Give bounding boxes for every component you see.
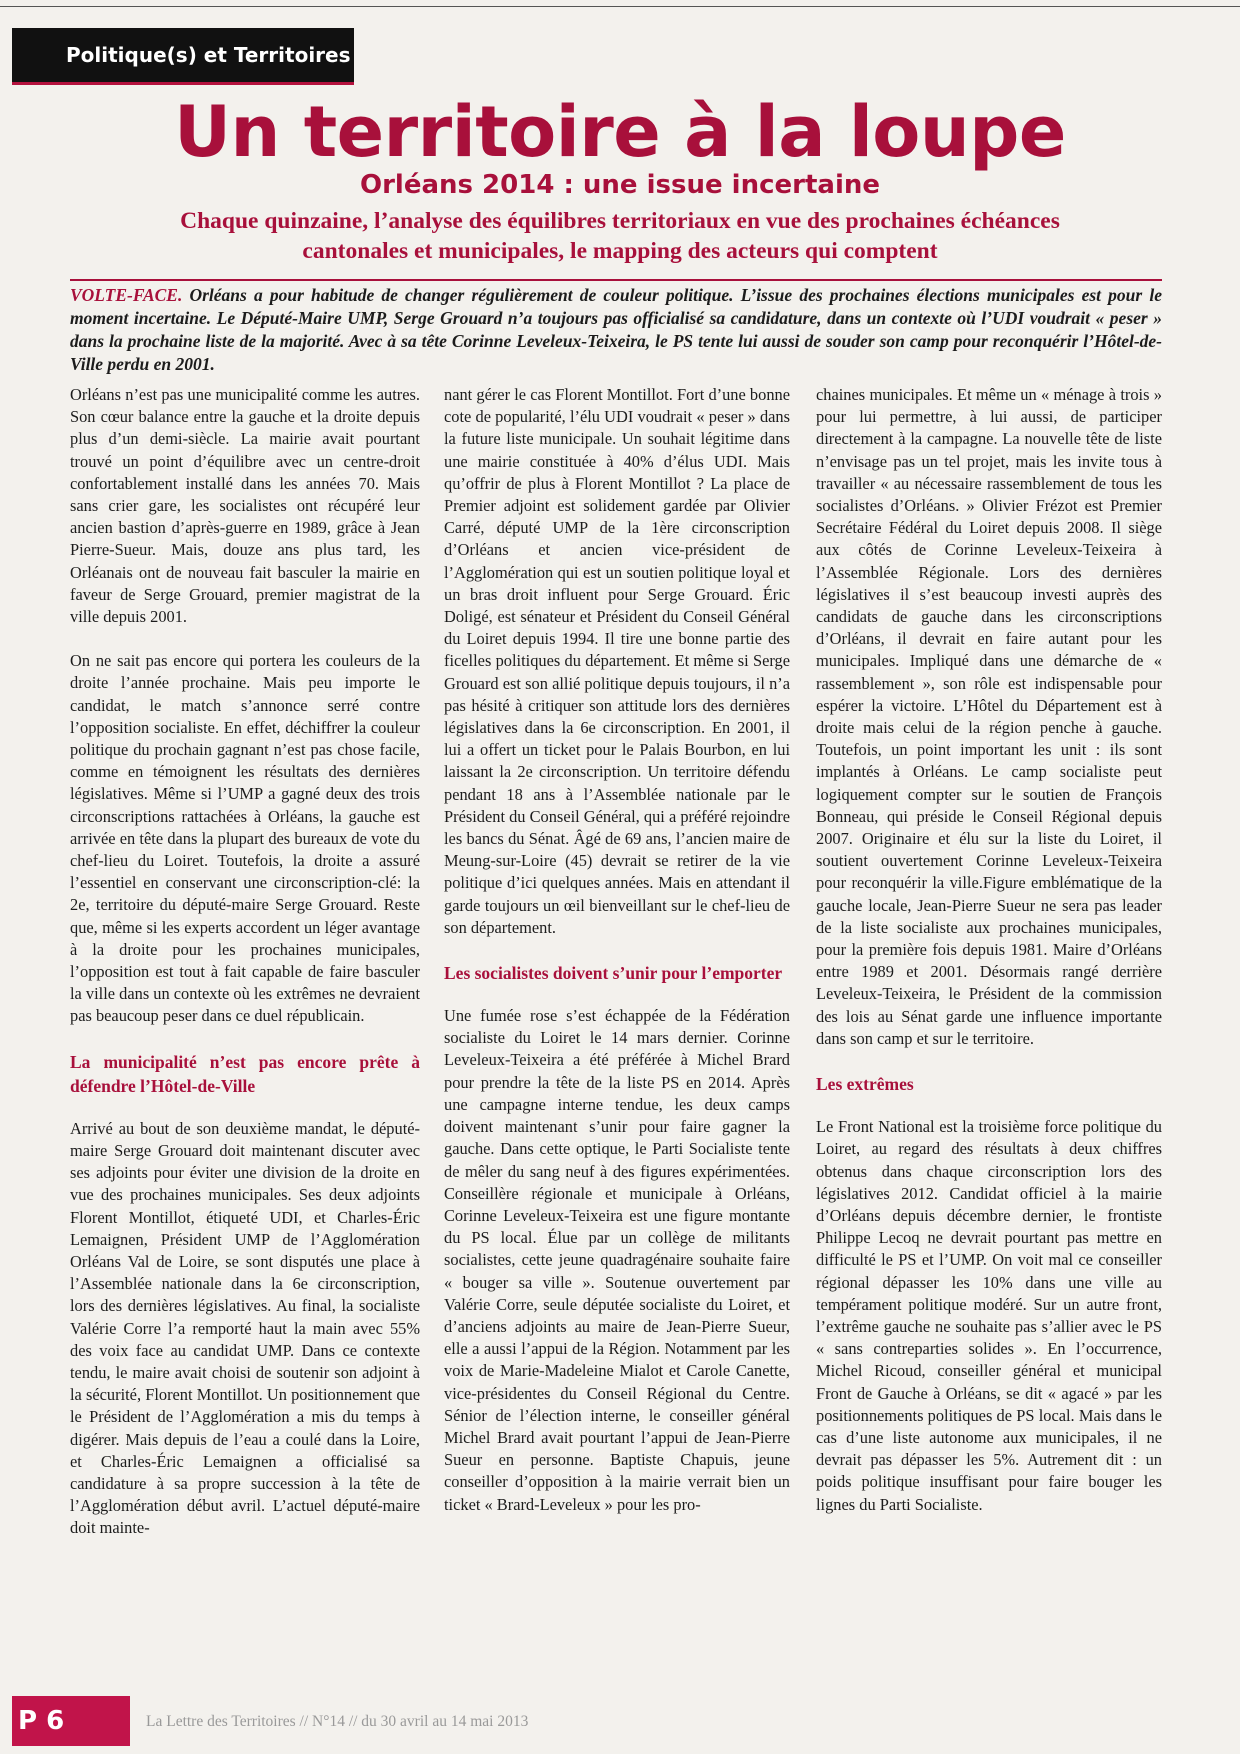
lead-kicker: VOLTE-FACE. <box>70 285 183 305</box>
body-paragraph: nant gérer le cas Florent Montillot. Fort d’une bonne cote de popularité, l’élu UDI voudrait « peser » dans la future liste municipale. Un souhait légitime dans une mairie constituée à 40% d’élus UDI. Mais qu’offrir de plus à Florent Montillot ? La place de Premier adjoint est solidement gardée par Olivier Carré, député UMP de la 1ère circonscription d’Orléans et ancien vice-président de l’Agglomération qui est un soutien politique loyal et un bras droit influent pour Serge Grouard. Éric Doligé, est sénateur et Président du Conseil Général du Loiret depuis 1994. Il tire une bonne partie des ficelles politiques du département. Et même si Serge Grouard est son allié politique depuis toujours, il n’a pas hésité à critiquer son attitude lors des dernières législatives dans la 6e circonscription. En 2001, il lui a offert un ticket pour le Palais Bourbon, en lui laissant la 2e circonscription. Un territoire défendu pendant 18 ans à l’Assemblée nationale par le Président du Conseil Général, qui a préféré rejoindre les bancs du Sénat. Âgé de 69 ans, l’ancien maire de Meung-sur-Loire (45) devrait se retirer de la vie politique d’ici quelques années. Mais en attendant il garde toujours un œil bienveillant sur le chef-lieu de son département. <box>444 385 790 937</box>
section-heading: Les socialistes doivent s’unir pour l’emporter <box>444 963 783 984</box>
section-rubric: Politique(s) et Territoires <box>12 28 354 82</box>
footer-publication: La Lettre des Territoires // N°14 // du 30 avril au 14 mai 2013 <box>146 1713 529 1730</box>
rubric-underline <box>12 82 354 85</box>
column-3 <box>816 384 1162 1538</box>
section-heading: La municipalité n’est pas encore prête à défendre l’Hôtel-de-Ville <box>70 1051 420 1096</box>
column-2 <box>444 384 790 1538</box>
lead-rule <box>70 279 1162 281</box>
body-paragraph: chaines municipales. Et même un « ménage à trois » pour lui permettre, à lui aussi, de participer directement à la campagne. La nouvelle tête de liste n’envisage pas un tel projet, mais les invite tous à travailler « au nécessaire rassemblement de tous les socialistes d’Orléans. » Olivier Frézot est Premier Secrétaire Fédéral du Loiret depuis 2008. Il siège aux côtés de Corinne Leveleux-Teixeira à l’Assemblée Régionale. Lors des dernières législatives il s’est beaucoup investi auprès des candidats de gauche dans les circonscriptions d’Orléans, il devrait en faire autant pour les municipales. Impliqué dans une démarche de « rassemblement », son rôle est indispensable pour espérer la victoire. L’Hôtel du Département est à droite mais celui de la région penche à gauche. Toutefois, un point important les unit : ils sont implantés à Orléans. Le camp socialiste peut logiquement compter sur le soutien de François Bonneau, qui préside le Conseil Régional depuis 2007. Originaire et élu sur la liste du Loiret, il soutient ouvertement Corinne Leveleux-Teixeira pour reconquérir la ville.Figure emblématique de la gauche locale, Jean-Pierre Sueur ne sera pas leader de la liste socialiste aux prochaines municipales, pour la première fois depuis 1981. Maire d’Orléans entre 1989 et 2001. Désormais rangé derrière Leveleux-Teixeira, le Président de la commission des lois au Sénat garde une influence importante dans son camp et sur le territoire. <box>816 385 1162 1048</box>
body-paragraph: Le Front National est la troisième force politique du Loiret, au regard des résultats à deux chiffres obtenus dans chaque circonscription lors des législatives 2012. Candidat officiel à la mairie d’Orléans depuis décembre dernier, le frontiste Philippe Lecoq ne devrait pourtant pas mettre en difficulté le PS et l’UMP. On voit mal ce conseiller régional dépasser les 10% dans une ville au tempérament politique modéré. Sur un autre front, l’extrême gauche ne souhaite pas s’allier avec le PS « sans contreparties solides ». En l’occurrence, Michel Ricoud, conseiller général et municipal Front de Gauche à Orléans, se dit « agacé » par les positionnements politiques de PS local. Mais dans le cas d’une liste autonome aux municipales, il ne devrait pas dépasser les 5%. Autrement dit : un poids politique insuffisant pour faire bouger les lignes du Parti Socialiste. <box>816 1117 1162 1514</box>
top-rule <box>0 6 1240 7</box>
body-paragraph: Arrivé au bout de son deuxième mandat, le député-maire Serge Grouard doit maintenant discuter avec ses adjoints pour éviter une division de la droite en vue des prochaines municipales. Ses deux adjoints Florent Montillot, étiqueté UDI, et Charles-Éric Lemaignen, Président UMP de l’Agglomération Orléans Val de Loire, se sont disputés une place à l’Assemblée nationale dans la 6e circonscription, lors des dernières législatives. Au final, la socialiste Valérie Corre l’a remporté haut la main avec 55% des voix face au candidat UMP. Dans ce contexte tendu, le maire avait choisi de soutenir son adjoint à la sécurité, Florent Montillot. Un positionnement que le Président de l’Agglomération a mis du temps à digérer. Mais depuis de l’eau a coulé dans la Loire, et Charles-Éric Lemaignen a officialisé sa candidature à sa propre succession à la tête de l’Agglomération début avril. L’actuel député-maire doit mainte- <box>70 1118 420 1538</box>
page-number: P 6 <box>18 1706 65 1736</box>
body-paragraph: Une fumée rose s’est échappée de la Fédération socialiste du Loiret le 14 mars dernier. Corinne Leveleux-Teixeira a été préférée à Michel Brard pour prendre la tête de la liste PS en 2014. Après une campagne interne tendue, les deux camps doivent maintenant s’unir pour faire gagner la gauche. Dans cette optique, le Parti Socialiste tente de mêler du sang neuf à des figures expérimentées. Conseillère régionale et municipale à Orléans, Corinne Leveleux-Teixeira est une figure montante du PS local. Élue par un collège de militants socialistes, cette jeune quadragénaire souhaite faire « bouger sa ville ». Soutenue ouvertement par Valérie Corre, seule députée socialiste du Loiret, et d’anciens adjoints au maire de Jean-Pierre Sueur, elle a aussi l’appui de la Région. Notamment par les voix de Marie-Madeleine Mialot et Carole Canette, vice-présidentes du Conseil Régional du Centre. Sénior de l’élection interne, le conseiller général Michel Brard avait pourtant l’appui de Jean-Pierre Sueur en personne. Baptiste Chapuis, jeune conseiller d’opposition à la mairie verrait bien un ticket « Brard-Leveleux » pour les pro- <box>444 1006 790 1514</box>
article-subtitle: Orléans 2014 : une issue incertaine <box>360 170 880 200</box>
body-paragraph: On ne sait pas encore qui portera les couleurs de la droite l’année prochaine. Mais peu importe le candidat, le match s’annonce serré contre l’opposition socialiste. En effet, déchiffrer la couleur politique du prochain gagnant n’est pas chose facile, comme en témoignent les résultats des dernières législatives. Même si l’UMP a gagné deux des trois circonscriptions rattachées à Orléans, la gauche est arrivée en tête dans la plupart des bureaux de vote du chef-lieu du Loiret. Toutefois, la droite a assuré l’essentiel en conservant une circonscription-clé: la 2e, territoire du député-maire Serge Grouard. Reste que, même si les experts accordent un léger avantage à la droite pour les prochaines municipales, l’opposition est tout à fait capable de faire basculer la ville dans un contexte où les extrêmes ne devraient pas beaucoup peser dans ce duel républicain. <box>70 651 420 1026</box>
section-heading: Les extrêmes <box>816 1074 914 1095</box>
column-1 <box>70 384 420 1562</box>
article-title: Un territoire à la loupe <box>174 91 1066 173</box>
lead-text: Orléans a pour habitude de changer régulièrement de couleur politique. L’issue des prochaines élections municipales est pour le moment incertaine. Le Député-Maire UMP, Serge Grouard n’a toujours pas officialisé sa candidature, dans un contexte où l’UDI voudrait « peser » dans la prochaine liste de la majorité. Avec à sa tête Corinne Leveleux-Teixeira, le PS tente lui aussi de souder son camp pour reconquérir l’Hôtel-de-Ville perdu en 2001. <box>70 285 1162 374</box>
article-deck: Chaque quinzaine, l’analyse des équilibres territoriaux en vue des prochaines échéances cantonales et municipales, le mapping des acteurs qui comptent <box>180 208 1060 264</box>
lead-paragraph <box>70 284 1162 376</box>
body-paragraph: Orléans n’est pas une municipalité comme les autres. Son cœur balance entre la gauche et la droite depuis plus d’un demi-siècle. La mairie avait pourtant trouvé un point d’équilibre avec un centre-droit confortablement installé dans les années 70. Mais sans crier gare, les socialistes ont récupéré leur ancien bastion d’après-guerre en 1989, grâce à Jean Pierre-Sueur. Mais, douze ans plus tard, les Orléanais ont de nouveau fait basculer la mairie en faveur de Serge Grouard, premier magistrat de la ville depuis 2001. <box>70 385 420 627</box>
